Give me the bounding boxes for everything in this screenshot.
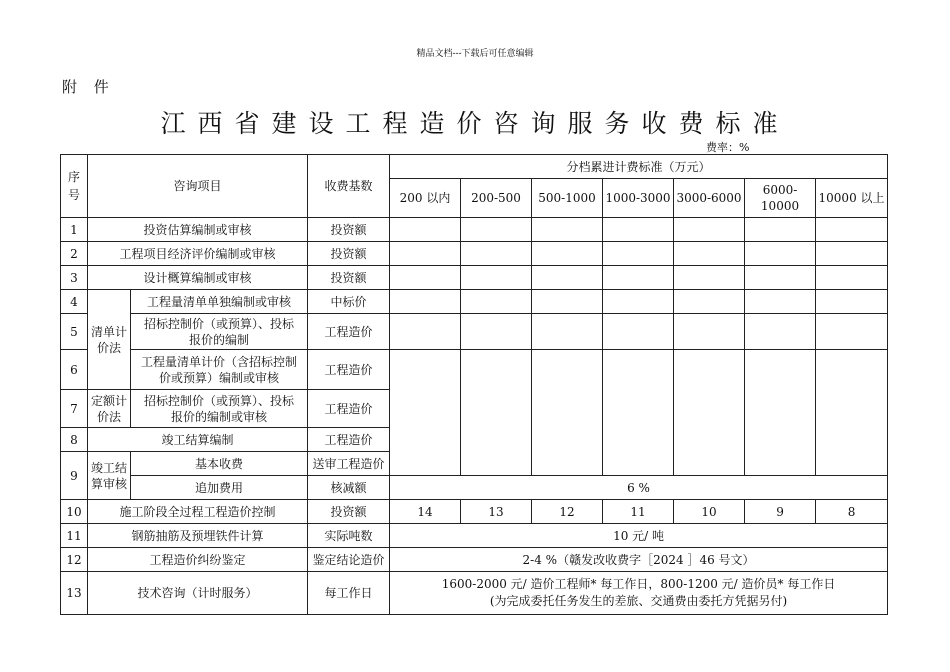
row-base: 投资额 bbox=[308, 266, 390, 290]
table-row bbox=[61, 266, 888, 290]
row-item: 技术咨询（计时服务） bbox=[88, 572, 308, 615]
row-base: 工程造价 bbox=[308, 350, 390, 390]
row-no: 9 bbox=[61, 452, 88, 500]
header-tier-group: 分档累进计费标准（万元） bbox=[390, 155, 888, 179]
row-item: 招标控制价（或预算）、投标报价的编制或审核 bbox=[131, 390, 308, 428]
row-no: 12 bbox=[61, 548, 88, 572]
row-group-bill-pricing: 清单计价法 bbox=[88, 290, 131, 390]
tier-header: 3000-6000 bbox=[674, 179, 745, 218]
table-row bbox=[61, 524, 888, 548]
row-item: 工程量清单计价（含招标控制价或预算）编制或审核 bbox=[131, 350, 308, 390]
row-value: 10 bbox=[674, 500, 745, 524]
row-base: 投资额 bbox=[308, 218, 390, 242]
row-base: 核减额 bbox=[308, 476, 390, 500]
row-base: 中标价 bbox=[308, 290, 390, 314]
row-value: 11 bbox=[603, 500, 674, 524]
row-no: 10 bbox=[61, 500, 88, 524]
table-row bbox=[61, 314, 888, 350]
row-value-block bbox=[390, 572, 888, 615]
row-base: 工程造价 bbox=[308, 428, 390, 452]
row-item: 施工阶段全过程工程造价控制 bbox=[88, 500, 308, 524]
tier-header: 200 以内 bbox=[390, 179, 461, 218]
row-base: 每工作日 bbox=[308, 572, 390, 615]
row-no: 7 bbox=[61, 390, 88, 428]
row-value: 9 bbox=[745, 500, 816, 524]
row-value: 10 元/ 吨 bbox=[390, 524, 888, 548]
row-item: 竣工结算编制 bbox=[88, 428, 308, 452]
row-no: 1 bbox=[61, 218, 88, 242]
row-subitem: 追加费用 bbox=[131, 476, 308, 500]
row-no: 3 bbox=[61, 266, 88, 290]
document-title: 江西省建设工程造价咨询服务收费标准 bbox=[160, 109, 790, 138]
header-note: 精品文档---下载后可任意编辑 bbox=[416, 49, 534, 59]
row-no: 13 bbox=[61, 572, 88, 615]
row-value: 13 bbox=[461, 500, 532, 524]
row-group-settlement-audit: 竣工结算审核 bbox=[88, 452, 131, 500]
table-row bbox=[61, 476, 888, 500]
row-base: 送审工程造价 bbox=[308, 452, 390, 476]
table-row bbox=[61, 500, 888, 524]
tier-header: 500-1000 bbox=[532, 179, 603, 218]
tier-header: 200-500 bbox=[461, 179, 532, 218]
row-value: 8 bbox=[816, 500, 888, 524]
row-base: 投资额 bbox=[308, 500, 390, 524]
row-value: 6 % bbox=[390, 476, 888, 500]
header-item: 咨询项目 bbox=[88, 155, 308, 218]
row-item: 投资估算编制或审核 bbox=[88, 218, 308, 242]
tier-header: 6000-10000 bbox=[745, 179, 816, 218]
table-row bbox=[61, 548, 888, 572]
row-item: 招标控制价（或预算）、投标报价的编制 bbox=[131, 314, 308, 350]
header-base: 收费基数 bbox=[308, 155, 390, 218]
row-base: 实际吨数 bbox=[308, 524, 390, 548]
table-row bbox=[61, 572, 888, 615]
tier-header: 1000-3000 bbox=[603, 179, 674, 218]
row-value: 12 bbox=[532, 500, 603, 524]
row-no: 5 bbox=[61, 314, 88, 350]
row-no: 8 bbox=[61, 428, 88, 452]
row-item: 钢筋抽筋及预埋铁件计算 bbox=[88, 524, 308, 548]
row-base: 工程造价 bbox=[308, 314, 390, 350]
row-item: 工程造价纠纷鉴定 bbox=[88, 548, 308, 572]
table-row bbox=[61, 218, 888, 242]
row-no: 2 bbox=[61, 242, 88, 266]
row-group-quota-pricing: 定额计价法 bbox=[88, 390, 131, 428]
row-value-note: (为完成委托任务发生的差旅、交通费由委托方凭据另付) bbox=[489, 594, 788, 608]
row-subitem: 基本收费 bbox=[131, 452, 308, 476]
row-no: 11 bbox=[61, 524, 88, 548]
row-value-line: 1600-2000 元/ 造价工程师* 每工作日，800-1200 元/ 造价员* 每工作日 bbox=[441, 577, 836, 591]
row-item: 工程项目经济评价编制或审核 bbox=[88, 242, 308, 266]
table-row bbox=[61, 242, 888, 266]
attachment-label: 附 件 bbox=[62, 78, 115, 96]
row-base: 鉴定结论造价 bbox=[308, 548, 390, 572]
tier-header: 10000 以上 bbox=[816, 179, 888, 218]
table-header-row bbox=[61, 155, 888, 179]
row-no: 4 bbox=[61, 290, 88, 314]
header-seq: 序号 bbox=[61, 155, 88, 218]
rate-note: 费率：% bbox=[706, 141, 750, 154]
row-item: 工程量清单单独编制或审核 bbox=[131, 290, 308, 314]
fee-standard-table bbox=[60, 154, 888, 615]
row-base: 工程造价 bbox=[308, 390, 390, 428]
row-item: 设计概算编制或审核 bbox=[88, 266, 308, 290]
row-base: 投资额 bbox=[308, 242, 390, 266]
row-no: 6 bbox=[61, 350, 88, 390]
table-row bbox=[61, 290, 888, 314]
row-value: 14 bbox=[390, 500, 461, 524]
row-value: 2-4 %（赣发改收费字［2024 ］46 号文） bbox=[390, 548, 888, 572]
table-row bbox=[61, 350, 888, 390]
